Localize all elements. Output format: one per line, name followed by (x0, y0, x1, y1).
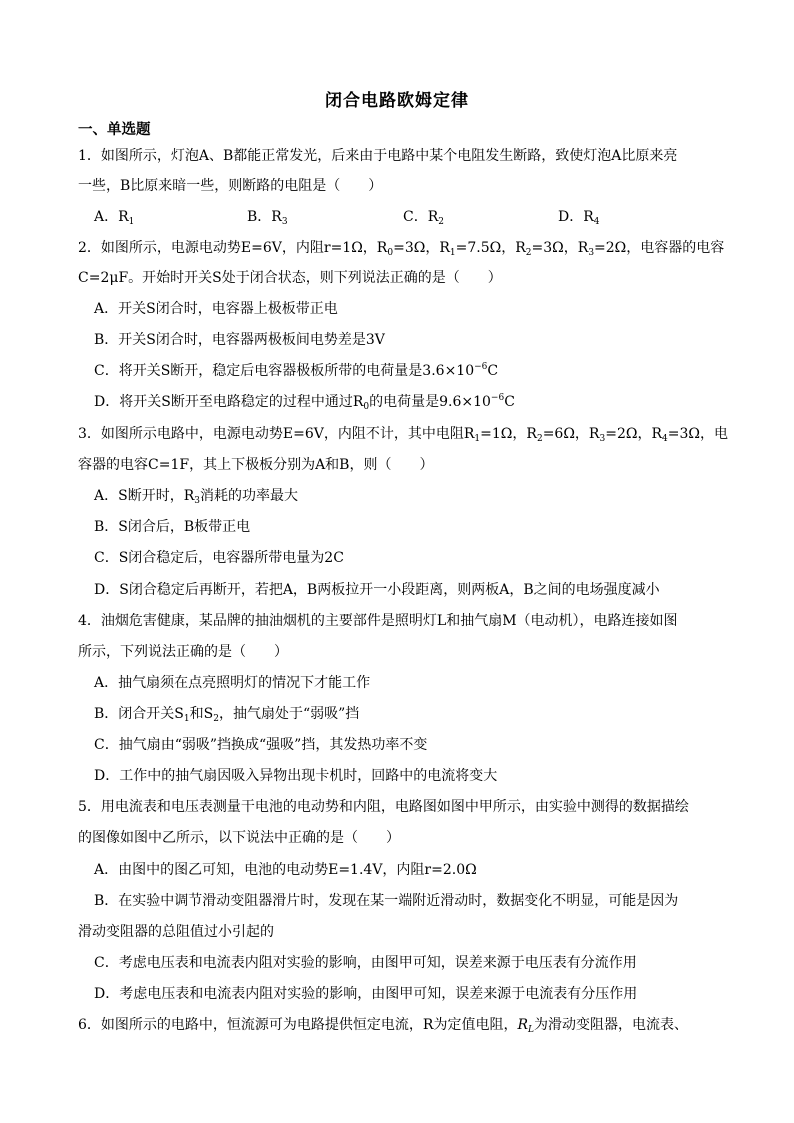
q5-option-b-line1: B．在实验中调节滑动变阻器滑片时，发现在某一端附近滑动时，数据变化不明显，可能是因为 (94, 893, 679, 909)
q2-stem-line1: 2．如图所示，电源电动势E=6V，内阻r=1Ω，$R_0=3\Omega$，$R_1=7.5\Omega$，$R_2=3\Omega$，$R_3=2\Omega$，电容器的电容 (78, 240, 725, 258)
q6-stem-line1: 6．如图所示的电路中，恒流源可为电路提供恒定电流，R为定值电阻，$R_L$为滑动变阻器，电流表、 (78, 1017, 688, 1035)
q3-stem-line1: 3．如图所示电路中，电源电动势E=6V，内阻不计，其中电阻$R_1=1\Omega$，$R_2=6\Omega$，$R_3=2\Omega$，$R_4=3\Omega$，电 (78, 426, 728, 444)
q3-option-a: A．S断开时，$R_3$消耗的功率最大 (94, 488, 298, 506)
q5-option-c: C．考虑电压表和电流表内阻对实验的影响，由图甲可知，误差来源于电压表有分流作用 (94, 955, 637, 971)
q4-stem-line1: 4．油烟危害健康，某品牌的抽油烟机的主要部件是照明灯L和抽气扇M（电动机），电路连接如图 (78, 613, 678, 629)
q1-option-a: A．$R_1$ (94, 209, 135, 227)
q5-option-d: D．考虑电压表和电流表内阻对实验的影响，由图甲可知，误差来源于电流表有分压作用 (94, 986, 638, 1002)
q2-option-a: A．开关S闭合时，电容器上极板带正电 (94, 301, 338, 317)
q3-option-c: C．S闭合稳定后，电容器所带电量为2C (94, 550, 344, 566)
q2-stem-line2: C=2μF。开始时开关S处于闭合状态，则下列说法正确的是（ ） (78, 270, 502, 286)
q3-stem-line2: 容器的电容C=1F，其上下极板分别为A和B，则（ ） (78, 457, 434, 473)
q5-stem-line2: 的图像如图中乙所示，以下说法中正确的是（ ） (78, 830, 400, 846)
q4-option-c: C．抽气扇由“弱吸”挡换成“强吸”挡，其发热功率不变 (94, 737, 428, 753)
page-title: 闭合电路欧姆定律 (325, 91, 469, 111)
q2-option-d: D．将开关S断开至电路稳定的过程中通过$R_0$的电荷量是$9.6\times 10^{-6}C$ (94, 393, 515, 412)
q3-option-d: D．S闭合稳定后再断开，若把A，B两板拉开一小段距离，则两板A，B之间的电场强度减小 (94, 582, 660, 598)
q4-stem-line2: 所示，下列说法正确的是（ ） (78, 644, 288, 660)
q5-option-a: A．由图中的图乙可知，电池的电动势E=1.4V，内阻r=2.0Ω (94, 862, 477, 878)
q5-stem-line1: 5．用电流表和电压表测量干电池的电动势和内阻，电路图如图中甲所示，由实验中测得的数据描绘 (78, 799, 689, 815)
q3-option-b: B．S闭合后，B板带正电 (94, 519, 251, 535)
q1-option-d: D．$R_4$ (558, 209, 600, 227)
q4-option-d: D．工作中的抽气扇因吸入异物出现卡机时，回路中的电流将变大 (94, 768, 498, 784)
q5-option-b-line2: 滑动变阻器的总阻值过小引起的 (78, 924, 274, 940)
q4-option-b: B．闭合开关$S_1$和$S_2$，抽气扇处于“弱吸”挡 (94, 706, 360, 724)
q1-stem-line1: 1．如图所示，灯泡A、B都能正常发光，后来由于电路中某个电阻发生断路，致使灯泡A比原来亮 (78, 148, 678, 164)
q2-option-c: C．将开关S断开，稳定后电容器极板所带的电荷量是$3.6\times 10^{-6}C$ (94, 362, 499, 379)
q4-option-a: A．抽气扇须在点亮照明灯的情况下才能工作 (94, 675, 371, 691)
q1-stem-line2: 一些，B比原来暗一些，则断路的电阻是（ ） (78, 178, 383, 194)
q1-option-b: B．$R_3$ (247, 209, 288, 227)
q1-option-c: C．$R_2$ (403, 209, 444, 227)
q2-option-b: B．开关S闭合时，电容器两极板间电势差是3V (94, 332, 385, 348)
section-heading: 一、单选题 (78, 122, 151, 138)
